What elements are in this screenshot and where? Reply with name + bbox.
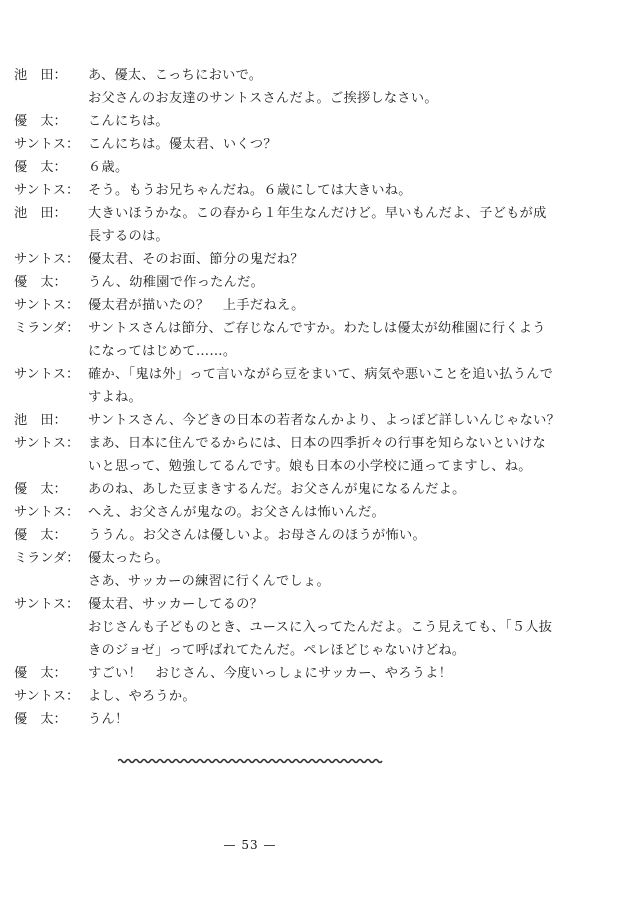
speech-text: あ、優太、こっちにおいで。 (88, 68, 263, 83)
dialogue-line (14, 616, 624, 639)
speech-text: サントスさん、今どきの日本の若者なんかより、よっぽど詳しいんじゃない？ (88, 413, 561, 428)
speaker-name: サントス： (14, 137, 80, 152)
dialogue-line (14, 639, 624, 662)
dialogue-line (14, 547, 624, 570)
speaker-name: ミランダ： (14, 321, 80, 336)
dialogue-line (14, 386, 624, 409)
speech-text: すごい！ おじさん、今度いっしょにサッカー、やろうよ！ (88, 666, 453, 681)
speech-text: へえ、お父さんが鬼なの。お父さんは怖いんだ。 (88, 505, 385, 520)
speaker-name: 池 田： (14, 68, 67, 83)
speech-text: そう。もうお兄ちゃんだね。６歳にしては大きいね。 (88, 183, 412, 198)
speaker-name: 優 太： (14, 275, 67, 290)
speech-text: 優太君、そのお面、節分の鬼だね？ (88, 252, 304, 267)
dialogue-line (14, 110, 624, 133)
dialogue-line (14, 225, 624, 248)
speech-text: サントスさんは節分、ご存じなんですか。わたしは優太が幼稚園に行くよう (88, 321, 546, 336)
speech-text: すよね。 (88, 390, 142, 405)
speech-text: 優太君が描いたの？ 上手だねえ。 (88, 298, 305, 313)
dialogue-line (14, 317, 624, 340)
dialogue-line (14, 271, 624, 294)
page-number: — 53 — (223, 838, 277, 852)
speech-text: いと思って、勉強してるんです。娘も日本の小学校に通ってますし、ね。 (88, 459, 532, 474)
speaker-name: 優 太： (14, 160, 67, 175)
speech-text: さあ、サッカーの練習に行くんでしょ。 (88, 574, 330, 589)
speaker-name: サントス： (14, 367, 80, 382)
speaker-name: 優 太： (14, 528, 67, 543)
speaker-name: 優 太： (14, 666, 67, 681)
dialogue-line (14, 662, 624, 685)
speaker-name: 優 太： (14, 712, 67, 727)
speaker-name: サントス： (14, 298, 80, 313)
dialogue-line (14, 156, 624, 179)
dialogue-block (14, 64, 624, 731)
speech-text: になってはじめて……。 (88, 344, 237, 359)
speech-text: 優太君、サッカーしてるの？ (88, 597, 264, 612)
dialogue-line (14, 363, 624, 386)
dialogue-line (14, 179, 624, 202)
dialogue-line (14, 685, 624, 708)
speech-text: うん！ (88, 712, 129, 727)
dialogue-line (14, 524, 624, 547)
speech-text: こんにちは。 (88, 114, 169, 129)
dialogue-line (14, 87, 624, 110)
speech-text: 大きいほうかな。この春から１年生なんだけど。早いもんだよ、子どもが成 (88, 206, 547, 221)
dialogue-line (14, 432, 624, 455)
speech-text: ううん。お父さんは優しいよ。お母さんのほうが怖い。 (88, 528, 426, 543)
speech-text: お父さんのお友達のサントスさんだよ。ご挨拶しなさい。 (88, 91, 438, 106)
dialogue-line (14, 501, 624, 524)
wavy-divider (118, 758, 384, 764)
speech-text: うん、幼稚園で作ったんだ。 (88, 275, 265, 290)
dialogue-line (14, 133, 624, 156)
speaker-name: サントス： (14, 505, 80, 520)
speaker-name: サントス： (14, 689, 80, 704)
speech-text: 確か、「鬼は外」って言いながら豆をまいて、病気や悪いことを追い払うんで (88, 367, 554, 382)
speaker-name: 池 田： (14, 206, 67, 221)
speech-text: 優太ったら。 (88, 551, 169, 566)
speech-text: あのね、あした豆まきするんだ。お父さんが鬼になるんだよ。 (88, 482, 466, 497)
speech-text: こんにちは。優太君、いくつ？ (88, 137, 277, 152)
dialogue-line (14, 478, 624, 501)
speaker-name: サントス： (14, 597, 80, 612)
dialogue-line (14, 340, 624, 363)
speech-text: まあ、日本に住んでるからには、日本の四季折々の行事を知らないといけな (88, 436, 547, 451)
speaker-name: サントス： (14, 183, 80, 198)
speech-text: きのジョゼ」って呼ばれてたんだ。ペレほどじゃないけどね。 (88, 643, 466, 658)
speaker-name: 池 田： (14, 413, 67, 428)
dialogue-line (14, 202, 624, 225)
speech-text: よし、やろうか。 (88, 689, 196, 704)
speaker-name: 優 太： (14, 114, 67, 129)
speech-text: ６歳。 (88, 160, 129, 175)
dialogue-line (14, 455, 624, 478)
dialogue-line (14, 593, 624, 616)
speaker-name: サントス： (14, 436, 80, 451)
dialogue-line (14, 409, 624, 432)
dialogue-line (14, 708, 624, 731)
speaker-name: ミランダ： (14, 551, 80, 566)
speaker-name: サントス： (14, 252, 80, 267)
dialogue-line (14, 570, 624, 593)
dialogue-line (14, 248, 624, 271)
speaker-name: 優 太： (14, 482, 67, 497)
dialogue-line (14, 294, 624, 317)
speech-text: 長するのは。 (88, 229, 169, 244)
dialogue-line (14, 64, 624, 87)
speech-text: おじさんも子どものとき、ユースに入ってたんだよ。こう見えても、「５人抜 (88, 620, 553, 635)
